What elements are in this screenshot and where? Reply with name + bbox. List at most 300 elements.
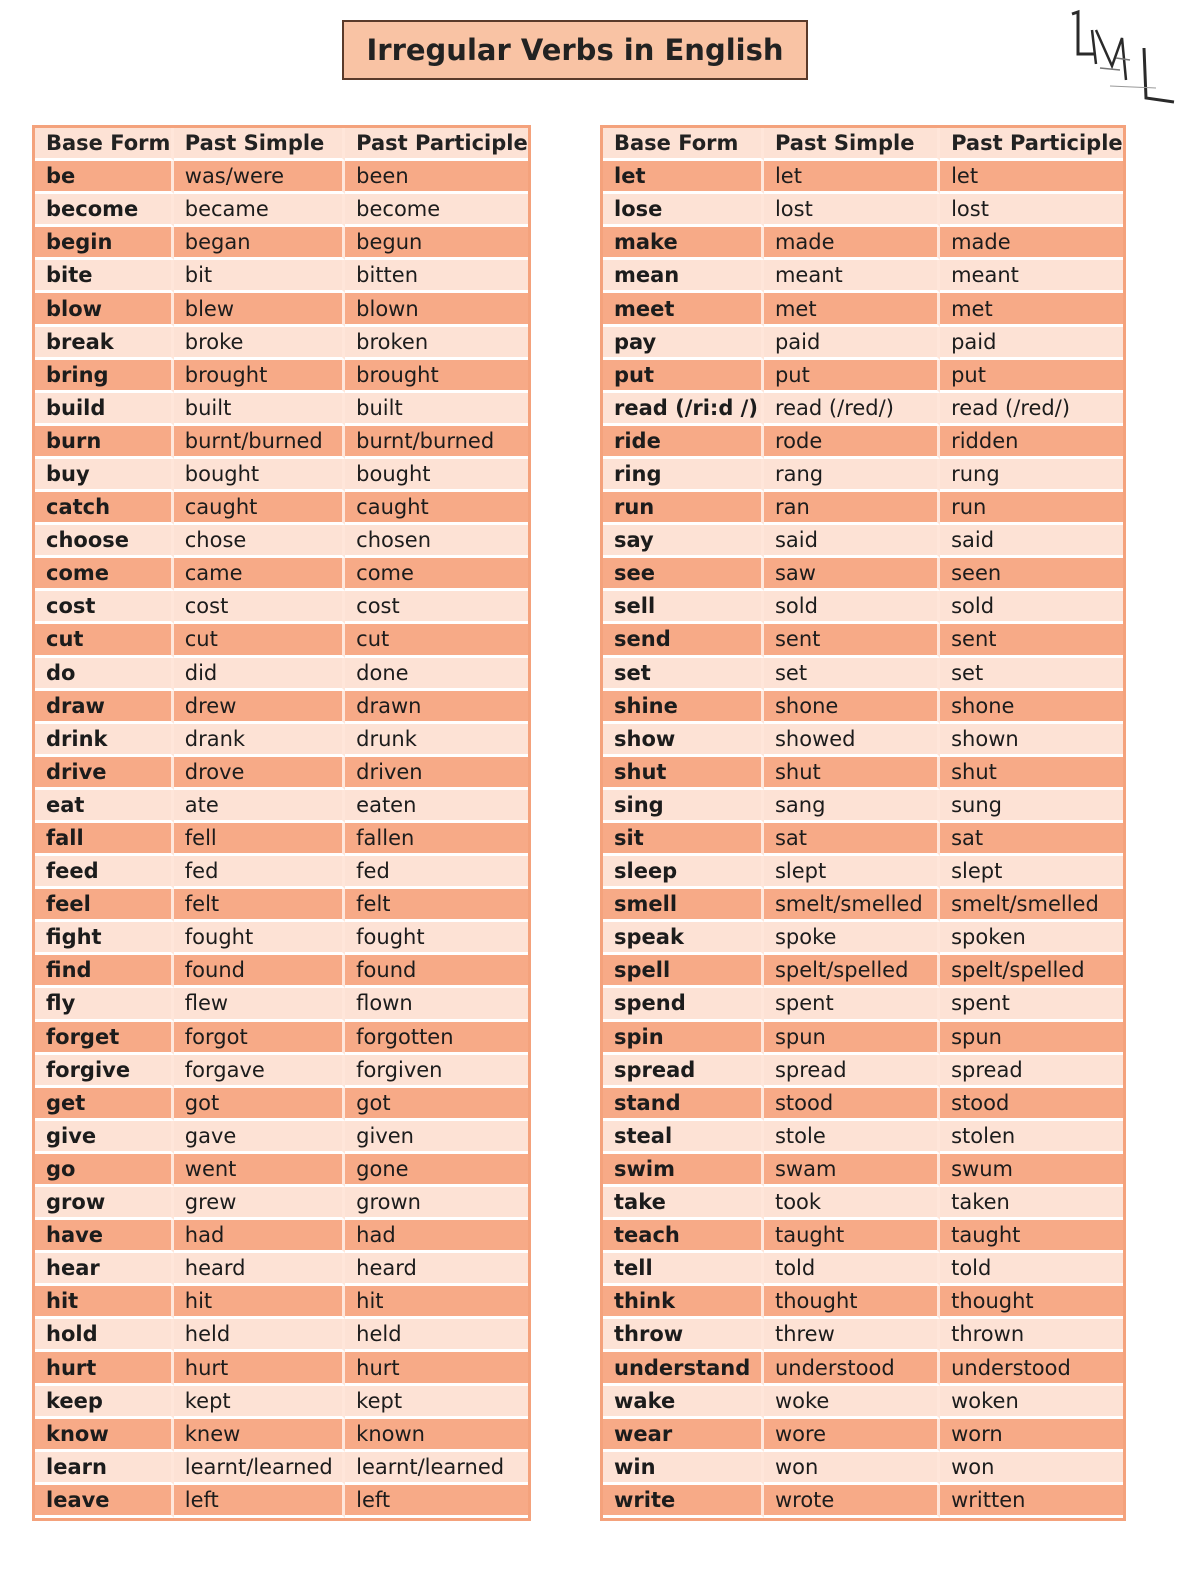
base-form-cell: lose [603, 194, 764, 227]
base-form-cell: grow [35, 1187, 174, 1220]
base-form-cell: spend [603, 988, 764, 1021]
past-simple-cell: paid [764, 327, 940, 360]
base-form-cell: fight [35, 922, 174, 955]
past-participle-cell: drawn [345, 691, 528, 724]
past-simple-cell: got [174, 1088, 345, 1121]
table-row [603, 161, 1123, 194]
base-form-cell: spell [603, 955, 764, 988]
past-simple-cell: put [764, 360, 940, 393]
past-simple-cell: wrote [764, 1485, 940, 1518]
past-simple-cell: chose [174, 525, 345, 558]
past-participle-cell: let [940, 161, 1123, 194]
table-row [603, 492, 1123, 525]
header-base-form: Base Form [35, 128, 174, 161]
past-participle-cell: come [345, 558, 528, 591]
past-simple-cell: learnt/learned [174, 1452, 345, 1485]
past-simple-cell: grew [174, 1187, 345, 1220]
past-participle-cell: had [345, 1220, 528, 1253]
table-row [603, 624, 1123, 657]
past-participle-cell: sat [940, 823, 1123, 856]
base-form-cell: build [35, 393, 174, 426]
past-participle-cell: fought [345, 922, 528, 955]
base-form-cell: hold [35, 1319, 174, 1352]
table-row [35, 327, 528, 360]
past-simple-cell: threw [764, 1319, 940, 1352]
table-row [603, 1220, 1123, 1253]
base-form-cell: have [35, 1220, 174, 1253]
past-simple-cell: had [174, 1220, 345, 1253]
table-row [603, 988, 1123, 1021]
table-row [35, 1187, 528, 1220]
base-form-cell: ring [603, 459, 764, 492]
past-simple-cell: hit [174, 1286, 345, 1319]
table-row [603, 1452, 1123, 1485]
table-row [35, 227, 528, 260]
past-participle-cell: fed [345, 856, 528, 889]
past-participle-cell: read (/red/) [940, 393, 1123, 426]
table-row [603, 360, 1123, 393]
past-participle-cell: bitten [345, 260, 528, 293]
past-participle-cell: met [940, 293, 1123, 326]
table-row [603, 790, 1123, 823]
past-participle-cell: begun [345, 227, 528, 260]
base-form-cell: smell [603, 889, 764, 922]
table-row [35, 1386, 528, 1419]
table-row [35, 591, 528, 624]
past-participle-cell: gone [345, 1154, 528, 1187]
past-simple-cell: blew [174, 293, 345, 326]
past-participle-cell: chosen [345, 525, 528, 558]
past-participle-cell: heard [345, 1253, 528, 1286]
past-participle-cell: brought [345, 360, 528, 393]
past-participle-cell: learnt/learned [345, 1452, 528, 1485]
past-participle-cell: held [345, 1319, 528, 1352]
past-simple-cell: began [174, 227, 345, 260]
base-form-cell: pay [603, 327, 764, 360]
table-row [603, 1386, 1123, 1419]
past-simple-cell: taught [764, 1220, 940, 1253]
past-participle-cell: spoken [940, 922, 1123, 955]
table-row [35, 459, 528, 492]
past-simple-cell: left [174, 1485, 345, 1518]
base-form-cell: ride [603, 426, 764, 459]
base-form-cell: run [603, 492, 764, 525]
past-simple-cell: set [764, 658, 940, 691]
base-form-cell: catch [35, 492, 174, 525]
past-simple-cell: drove [174, 757, 345, 790]
past-participle-cell: swum [940, 1154, 1123, 1187]
past-simple-cell: forgave [174, 1055, 345, 1088]
base-form-cell: cost [35, 591, 174, 624]
past-participle-cell: seen [940, 558, 1123, 591]
table-row [35, 1220, 528, 1253]
header-past-participle: Past Participle [345, 128, 528, 161]
table-row [603, 260, 1123, 293]
table-row [35, 856, 528, 889]
base-form-cell: hit [35, 1286, 174, 1319]
past-simple-cell: brought [174, 360, 345, 393]
past-simple-cell: came [174, 558, 345, 591]
table-row [35, 1088, 528, 1121]
past-simple-cell: fed [174, 856, 345, 889]
past-simple-cell: broke [174, 327, 345, 360]
past-simple-cell: burnt/burned [174, 426, 345, 459]
past-participle-cell: forgiven [345, 1055, 528, 1088]
past-simple-cell: won [764, 1452, 940, 1485]
table-row [603, 1154, 1123, 1187]
past-participle-cell: sold [940, 591, 1123, 624]
table-row [35, 194, 528, 227]
base-form-cell: shut [603, 757, 764, 790]
table-row [603, 724, 1123, 757]
base-form-cell: meet [603, 293, 764, 326]
base-form-cell: feed [35, 856, 174, 889]
past-simple-cell: flew [174, 988, 345, 1021]
base-form-cell: buy [35, 459, 174, 492]
table-row [35, 658, 528, 691]
table-row [35, 757, 528, 790]
past-simple-cell: rang [764, 459, 940, 492]
past-participle-cell: spelt/spelled [940, 955, 1123, 988]
past-participle-cell: set [940, 658, 1123, 691]
table-row [35, 558, 528, 591]
table-row [35, 889, 528, 922]
table-row [603, 591, 1123, 624]
table-row [35, 691, 528, 724]
past-participle-cell: broken [345, 327, 528, 360]
base-form-cell: find [35, 955, 174, 988]
table-row [603, 1319, 1123, 1352]
past-simple-cell: became [174, 194, 345, 227]
past-simple-cell: said [764, 525, 940, 558]
table-row [35, 1055, 528, 1088]
past-participle-cell: blown [345, 293, 528, 326]
base-form-cell: feel [35, 889, 174, 922]
table-row [603, 327, 1123, 360]
past-simple-cell: wore [764, 1419, 940, 1452]
past-participle-cell: spread [940, 1055, 1123, 1088]
base-form-cell: write [603, 1485, 764, 1518]
base-form-cell: bite [35, 260, 174, 293]
verbs-table-right [600, 125, 1126, 1521]
base-form-cell: teach [603, 1220, 764, 1253]
table-row [35, 161, 528, 194]
past-participle-cell: understood [940, 1352, 1123, 1385]
base-form-cell: sell [603, 591, 764, 624]
table-row [603, 1286, 1123, 1319]
past-participle-cell: woken [940, 1386, 1123, 1419]
base-form-cell: drive [35, 757, 174, 790]
past-simple-cell: slept [764, 856, 940, 889]
base-form-cell: send [603, 624, 764, 657]
past-participle-cell: cost [345, 591, 528, 624]
past-simple-cell: fought [174, 922, 345, 955]
past-participle-cell: kept [345, 1386, 528, 1419]
base-form-cell: hurt [35, 1352, 174, 1385]
header-past-simple: Past Simple [174, 128, 345, 161]
base-form-cell: draw [35, 691, 174, 724]
past-participle-cell: caught [345, 492, 528, 525]
table-row [35, 724, 528, 757]
table-row [603, 194, 1123, 227]
past-simple-cell: sold [764, 591, 940, 624]
base-form-cell: get [35, 1088, 174, 1121]
past-simple-cell: cut [174, 624, 345, 657]
base-form-cell: mean [603, 260, 764, 293]
past-simple-cell: sang [764, 790, 940, 823]
table-row [603, 1022, 1123, 1055]
base-form-cell: keep [35, 1386, 174, 1419]
past-simple-cell: gave [174, 1121, 345, 1154]
table-row [35, 823, 528, 856]
past-simple-cell: lost [764, 194, 940, 227]
past-participle-cell: left [345, 1485, 528, 1518]
base-form-cell: sleep [603, 856, 764, 889]
past-simple-cell: rode [764, 426, 940, 459]
table-row [35, 1154, 528, 1187]
past-simple-cell: hurt [174, 1352, 345, 1385]
past-participle-cell: cut [345, 624, 528, 657]
past-participle-cell: sung [940, 790, 1123, 823]
table-row [603, 525, 1123, 558]
base-form-cell: bring [35, 360, 174, 393]
base-form-cell: spread [603, 1055, 764, 1088]
past-simple-cell: knew [174, 1419, 345, 1452]
past-participle-cell: felt [345, 889, 528, 922]
base-form-cell: make [603, 227, 764, 260]
table-row [35, 393, 528, 426]
past-simple-cell: stood [764, 1088, 940, 1121]
table-row [603, 227, 1123, 260]
past-simple-cell: told [764, 1253, 940, 1286]
base-form-cell: eat [35, 790, 174, 823]
past-participle-cell: built [345, 393, 528, 426]
past-participle-cell: ridden [940, 426, 1123, 459]
table-row [35, 624, 528, 657]
past-participle-cell: been [345, 161, 528, 194]
base-form-cell: show [603, 724, 764, 757]
past-participle-cell: shut [940, 757, 1123, 790]
base-form-cell: sing [603, 790, 764, 823]
past-simple-cell: fell [174, 823, 345, 856]
base-form-cell: blow [35, 293, 174, 326]
table-row [35, 922, 528, 955]
table-row [35, 293, 528, 326]
past-simple-cell: caught [174, 492, 345, 525]
header-base-form: Base Form [603, 128, 764, 161]
past-simple-cell: ran [764, 492, 940, 525]
past-simple-cell: spoke [764, 922, 940, 955]
past-simple-cell: went [174, 1154, 345, 1187]
base-form-cell: choose [35, 525, 174, 558]
past-simple-cell: did [174, 658, 345, 691]
past-participle-cell: sent [940, 624, 1123, 657]
past-simple-cell: swam [764, 1154, 940, 1187]
past-simple-cell: shone [764, 691, 940, 724]
past-simple-cell: forgot [174, 1022, 345, 1055]
past-simple-cell: spun [764, 1022, 940, 1055]
base-form-cell: hear [35, 1253, 174, 1286]
table-row [603, 658, 1123, 691]
table-row [603, 393, 1123, 426]
table-row [35, 1319, 528, 1352]
base-form-cell: spin [603, 1022, 764, 1055]
table-row [603, 293, 1123, 326]
table-row [603, 1088, 1123, 1121]
base-form-cell: forget [35, 1022, 174, 1055]
past-participle-cell: eaten [345, 790, 528, 823]
table-row [35, 1022, 528, 1055]
base-form-cell: cut [35, 624, 174, 657]
past-simple-cell: sat [764, 823, 940, 856]
past-participle-cell: written [940, 1485, 1123, 1518]
table-row [35, 1286, 528, 1319]
past-participle-cell: won [940, 1452, 1123, 1485]
table-row [35, 1121, 528, 1154]
header-past-participle: Past Participle [940, 128, 1123, 161]
past-participle-cell: hit [345, 1286, 528, 1319]
past-participle-cell: taken [940, 1187, 1123, 1220]
table-header-row [603, 128, 1123, 161]
past-participle-cell: given [345, 1121, 528, 1154]
past-participle-cell: fallen [345, 823, 528, 856]
past-simple-cell: bought [174, 459, 345, 492]
base-form-cell: swim [603, 1154, 764, 1187]
past-participle-cell: said [940, 525, 1123, 558]
past-participle-cell: taught [940, 1220, 1123, 1253]
table-row [603, 1253, 1123, 1286]
base-form-cell: become [35, 194, 174, 227]
base-form-cell: forgive [35, 1055, 174, 1088]
past-simple-cell: met [764, 293, 940, 326]
table-row [35, 955, 528, 988]
past-simple-cell: spelt/spelled [764, 955, 940, 988]
table-row [35, 492, 528, 525]
past-participle-cell: drunk [345, 724, 528, 757]
past-simple-cell: spent [764, 988, 940, 1021]
base-form-cell: leave [35, 1485, 174, 1518]
past-simple-cell: bit [174, 260, 345, 293]
table-row [603, 1352, 1123, 1385]
base-form-cell: sit [603, 823, 764, 856]
past-participle-cell: flown [345, 988, 528, 1021]
table-row [35, 988, 528, 1021]
base-form-cell: say [603, 525, 764, 558]
past-participle-cell: got [345, 1088, 528, 1121]
base-form-cell: tell [603, 1253, 764, 1286]
past-participle-cell: rung [940, 459, 1123, 492]
table-row [603, 1187, 1123, 1220]
base-form-cell: wake [603, 1386, 764, 1419]
past-simple-cell: ate [174, 790, 345, 823]
past-participle-cell: spun [940, 1022, 1123, 1055]
past-participle-cell: forgotten [345, 1022, 528, 1055]
past-participle-cell: thrown [940, 1319, 1123, 1352]
table-row [35, 790, 528, 823]
verbs-table-left [32, 125, 531, 1521]
base-form-cell: steal [603, 1121, 764, 1154]
past-simple-cell: kept [174, 1386, 345, 1419]
past-simple-cell: found [174, 955, 345, 988]
past-simple-cell: thought [764, 1286, 940, 1319]
past-simple-cell: built [174, 393, 345, 426]
past-participle-cell: spent [940, 988, 1123, 1021]
past-participle-cell: stood [940, 1088, 1123, 1121]
past-simple-cell: let [764, 161, 940, 194]
table-row [603, 856, 1123, 889]
base-form-cell: win [603, 1452, 764, 1485]
table-row [603, 922, 1123, 955]
past-participle-cell: stolen [940, 1121, 1123, 1154]
table-row [35, 260, 528, 293]
past-participle-cell: run [940, 492, 1123, 525]
table-row [603, 757, 1123, 790]
base-form-cell: fall [35, 823, 174, 856]
table-row [35, 1419, 528, 1452]
base-form-cell: fly [35, 988, 174, 1021]
past-simple-cell: made [764, 227, 940, 260]
past-simple-cell: stole [764, 1121, 940, 1154]
table-row [35, 426, 528, 459]
past-participle-cell: burnt/burned [345, 426, 528, 459]
table-row [603, 1419, 1123, 1452]
past-simple-cell: woke [764, 1386, 940, 1419]
past-participle-cell: told [940, 1253, 1123, 1286]
base-form-cell: wear [603, 1419, 764, 1452]
table-row [603, 823, 1123, 856]
past-simple-cell: showed [764, 724, 940, 757]
base-form-cell: give [35, 1121, 174, 1154]
table-row [603, 1121, 1123, 1154]
past-participle-cell: found [345, 955, 528, 988]
past-simple-cell: shut [764, 757, 940, 790]
base-form-cell: burn [35, 426, 174, 459]
table-row [35, 1485, 528, 1518]
base-form-cell: throw [603, 1319, 764, 1352]
past-participle-cell: hurt [345, 1352, 528, 1385]
base-form-cell: see [603, 558, 764, 591]
base-form-cell: understand [603, 1352, 764, 1385]
past-participle-cell: smelt/smelled [940, 889, 1123, 922]
base-form-cell: stand [603, 1088, 764, 1121]
table-header-row [35, 128, 528, 161]
base-form-cell: begin [35, 227, 174, 260]
base-form-cell: go [35, 1154, 174, 1187]
table-row [603, 1055, 1123, 1088]
base-form-cell: put [603, 360, 764, 393]
table-row [35, 360, 528, 393]
table-row [35, 1253, 528, 1286]
past-participle-cell: shone [940, 691, 1123, 724]
past-simple-cell: sent [764, 624, 940, 657]
past-participle-cell: paid [940, 327, 1123, 360]
past-simple-cell: took [764, 1187, 940, 1220]
past-simple-cell: drew [174, 691, 345, 724]
past-participle-cell: slept [940, 856, 1123, 889]
table-row [603, 558, 1123, 591]
past-participle-cell: lost [940, 194, 1123, 227]
past-participle-cell: meant [940, 260, 1123, 293]
past-participle-cell: made [940, 227, 1123, 260]
base-form-cell: break [35, 327, 174, 360]
base-form-cell: shine [603, 691, 764, 724]
past-simple-cell: was/were [174, 161, 345, 194]
page-title: Irregular Verbs in English [342, 20, 808, 80]
base-form-cell: set [603, 658, 764, 691]
table-row [35, 1352, 528, 1385]
past-simple-cell: understood [764, 1352, 940, 1385]
base-form-cell: drink [35, 724, 174, 757]
